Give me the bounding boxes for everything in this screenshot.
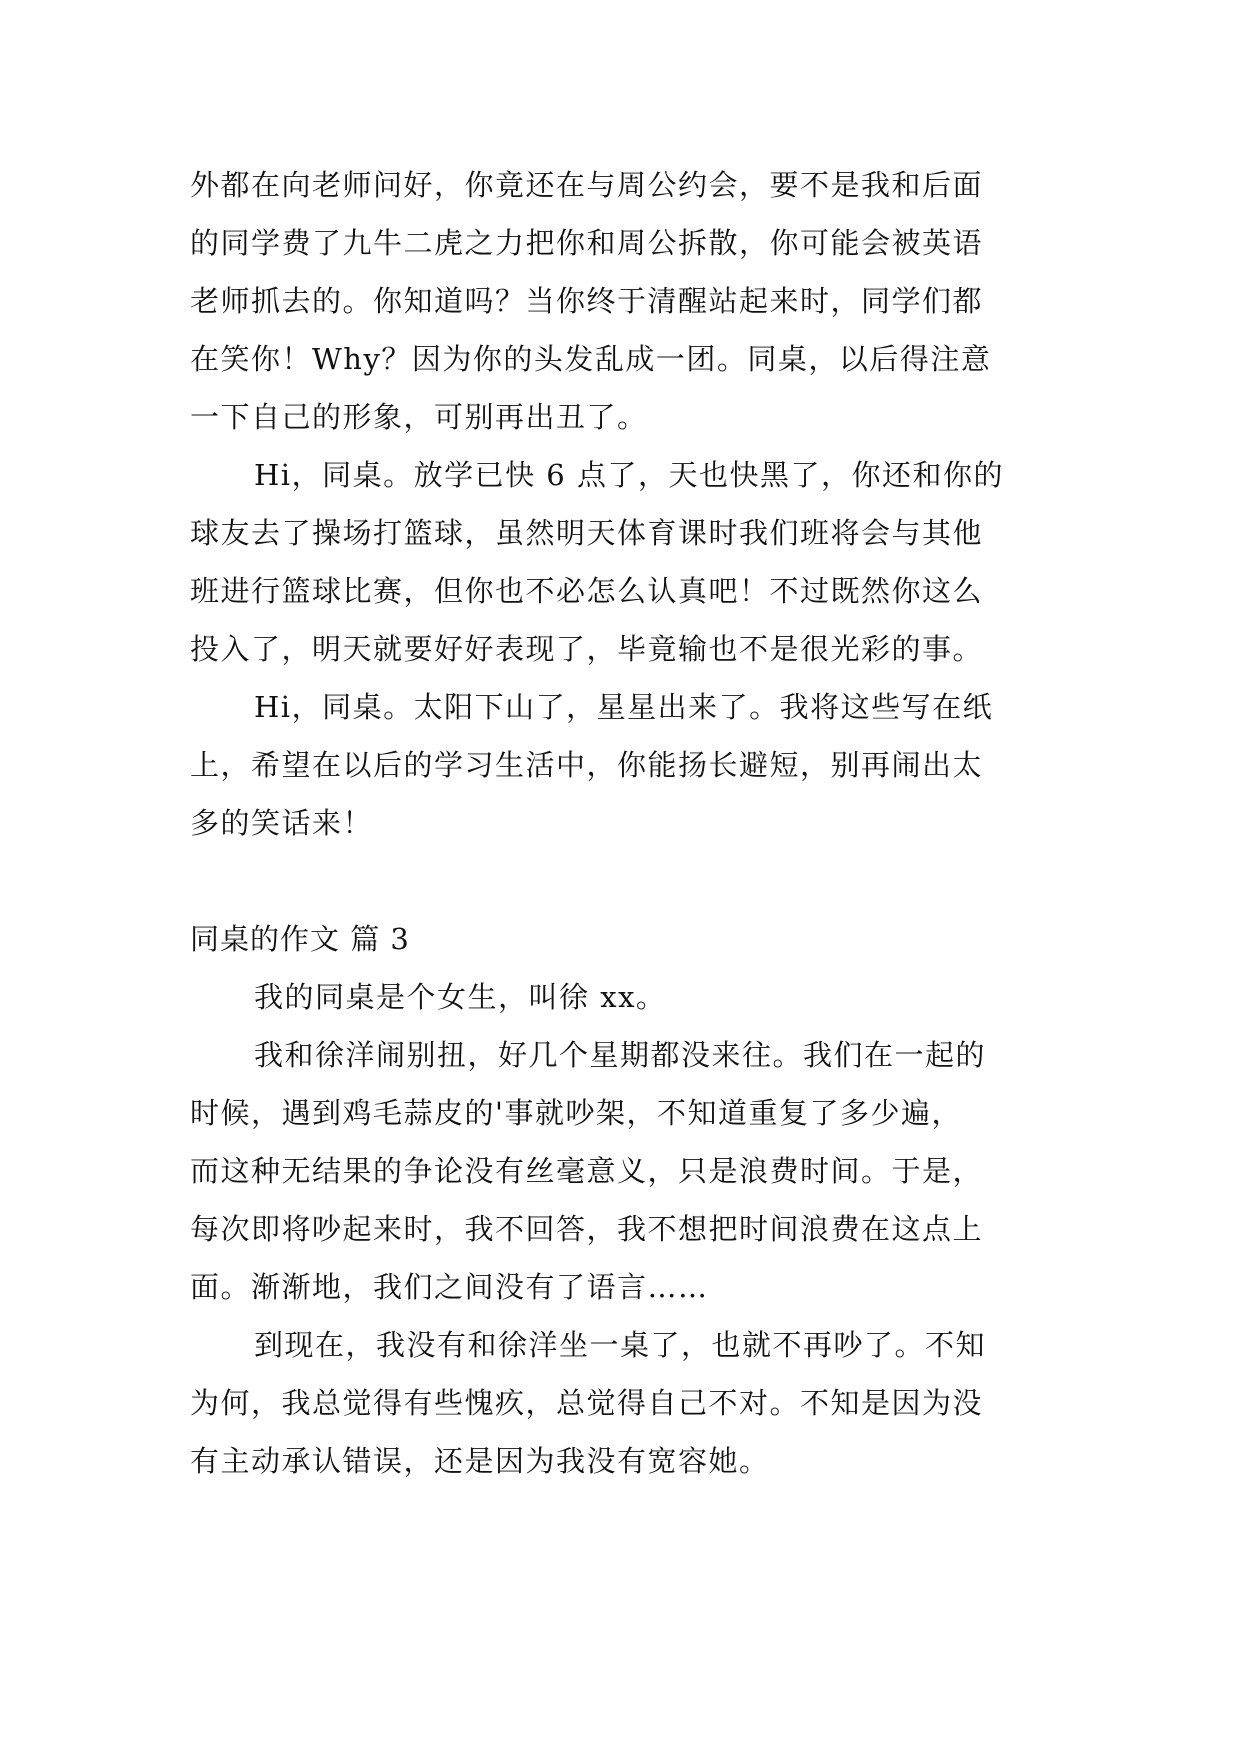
- text-line: 每次即将吵起来时，我不回答，我不想把时间浪费在这点上: [190, 1212, 984, 1246]
- text-line: 到现在，我没有和徐洋坐一桌了，也就不再吵了。不知: [254, 1328, 987, 1362]
- text-line: 我和徐洋闹别扭，好几个星期都没来往。我们在一起的: [254, 1038, 987, 1072]
- text-line: 在笑你！Why？因为你的头发乱成一团。同桌，以后得注意: [190, 342, 992, 376]
- text-line: 上，希望在以后的学习生活中，你能扬长避短，别再闹出太: [190, 748, 984, 782]
- text-line: 投入了，明天就要好好表现了，毕竟输也不是很光彩的事。: [190, 632, 984, 666]
- text-line: 班进行篮球比赛，但你也不必怎么认真吧！不过既然你这么: [190, 574, 984, 608]
- text-line: Hi，同桌。太阳下山了，星星出来了。我将这些写在纸: [254, 690, 994, 724]
- text-line: 为何，我总觉得有些愧疚，总觉得自己不对。不知是因为没: [190, 1386, 984, 1420]
- text-line: Hi，同桌。放学已快 6 点了，天也快黑了，你还和你的: [254, 458, 1004, 492]
- text-line: 老师抓去的。你知道吗？当你终于清醒站起来时，同学们都: [190, 284, 984, 318]
- text-line: 有主动承认错误，还是因为我没有宽容她。: [190, 1444, 770, 1478]
- text-line: 外都在向老师问好，你竟还在与周公约会，要不是我和后面: [190, 168, 984, 202]
- text-line: 而这种无结果的争论没有丝毫意义，只是浪费时间。于是，: [190, 1154, 984, 1188]
- text-line: 我的同桌是个女生，叫徐 xx。: [254, 980, 667, 1014]
- section-heading: 同桌的作文 篇 3: [190, 922, 410, 956]
- text-line: 时候，遇到鸡毛蒜皮的'事就吵架，不知道重复了多少遍，: [190, 1096, 962, 1130]
- text-line: 一下自己的形象，可别再出丑了。: [190, 400, 648, 434]
- text-line: 多的笑话来！: [190, 806, 374, 840]
- text-line: 的同学费了九牛二虎之力把你和周公拆散，你可能会被英语: [190, 226, 984, 260]
- text-line: 面。渐渐地，我们之间没有了语言……: [190, 1270, 709, 1304]
- text-line: 球友去了操场打篮球，虽然明天体育课时我们班将会与其他: [190, 516, 984, 550]
